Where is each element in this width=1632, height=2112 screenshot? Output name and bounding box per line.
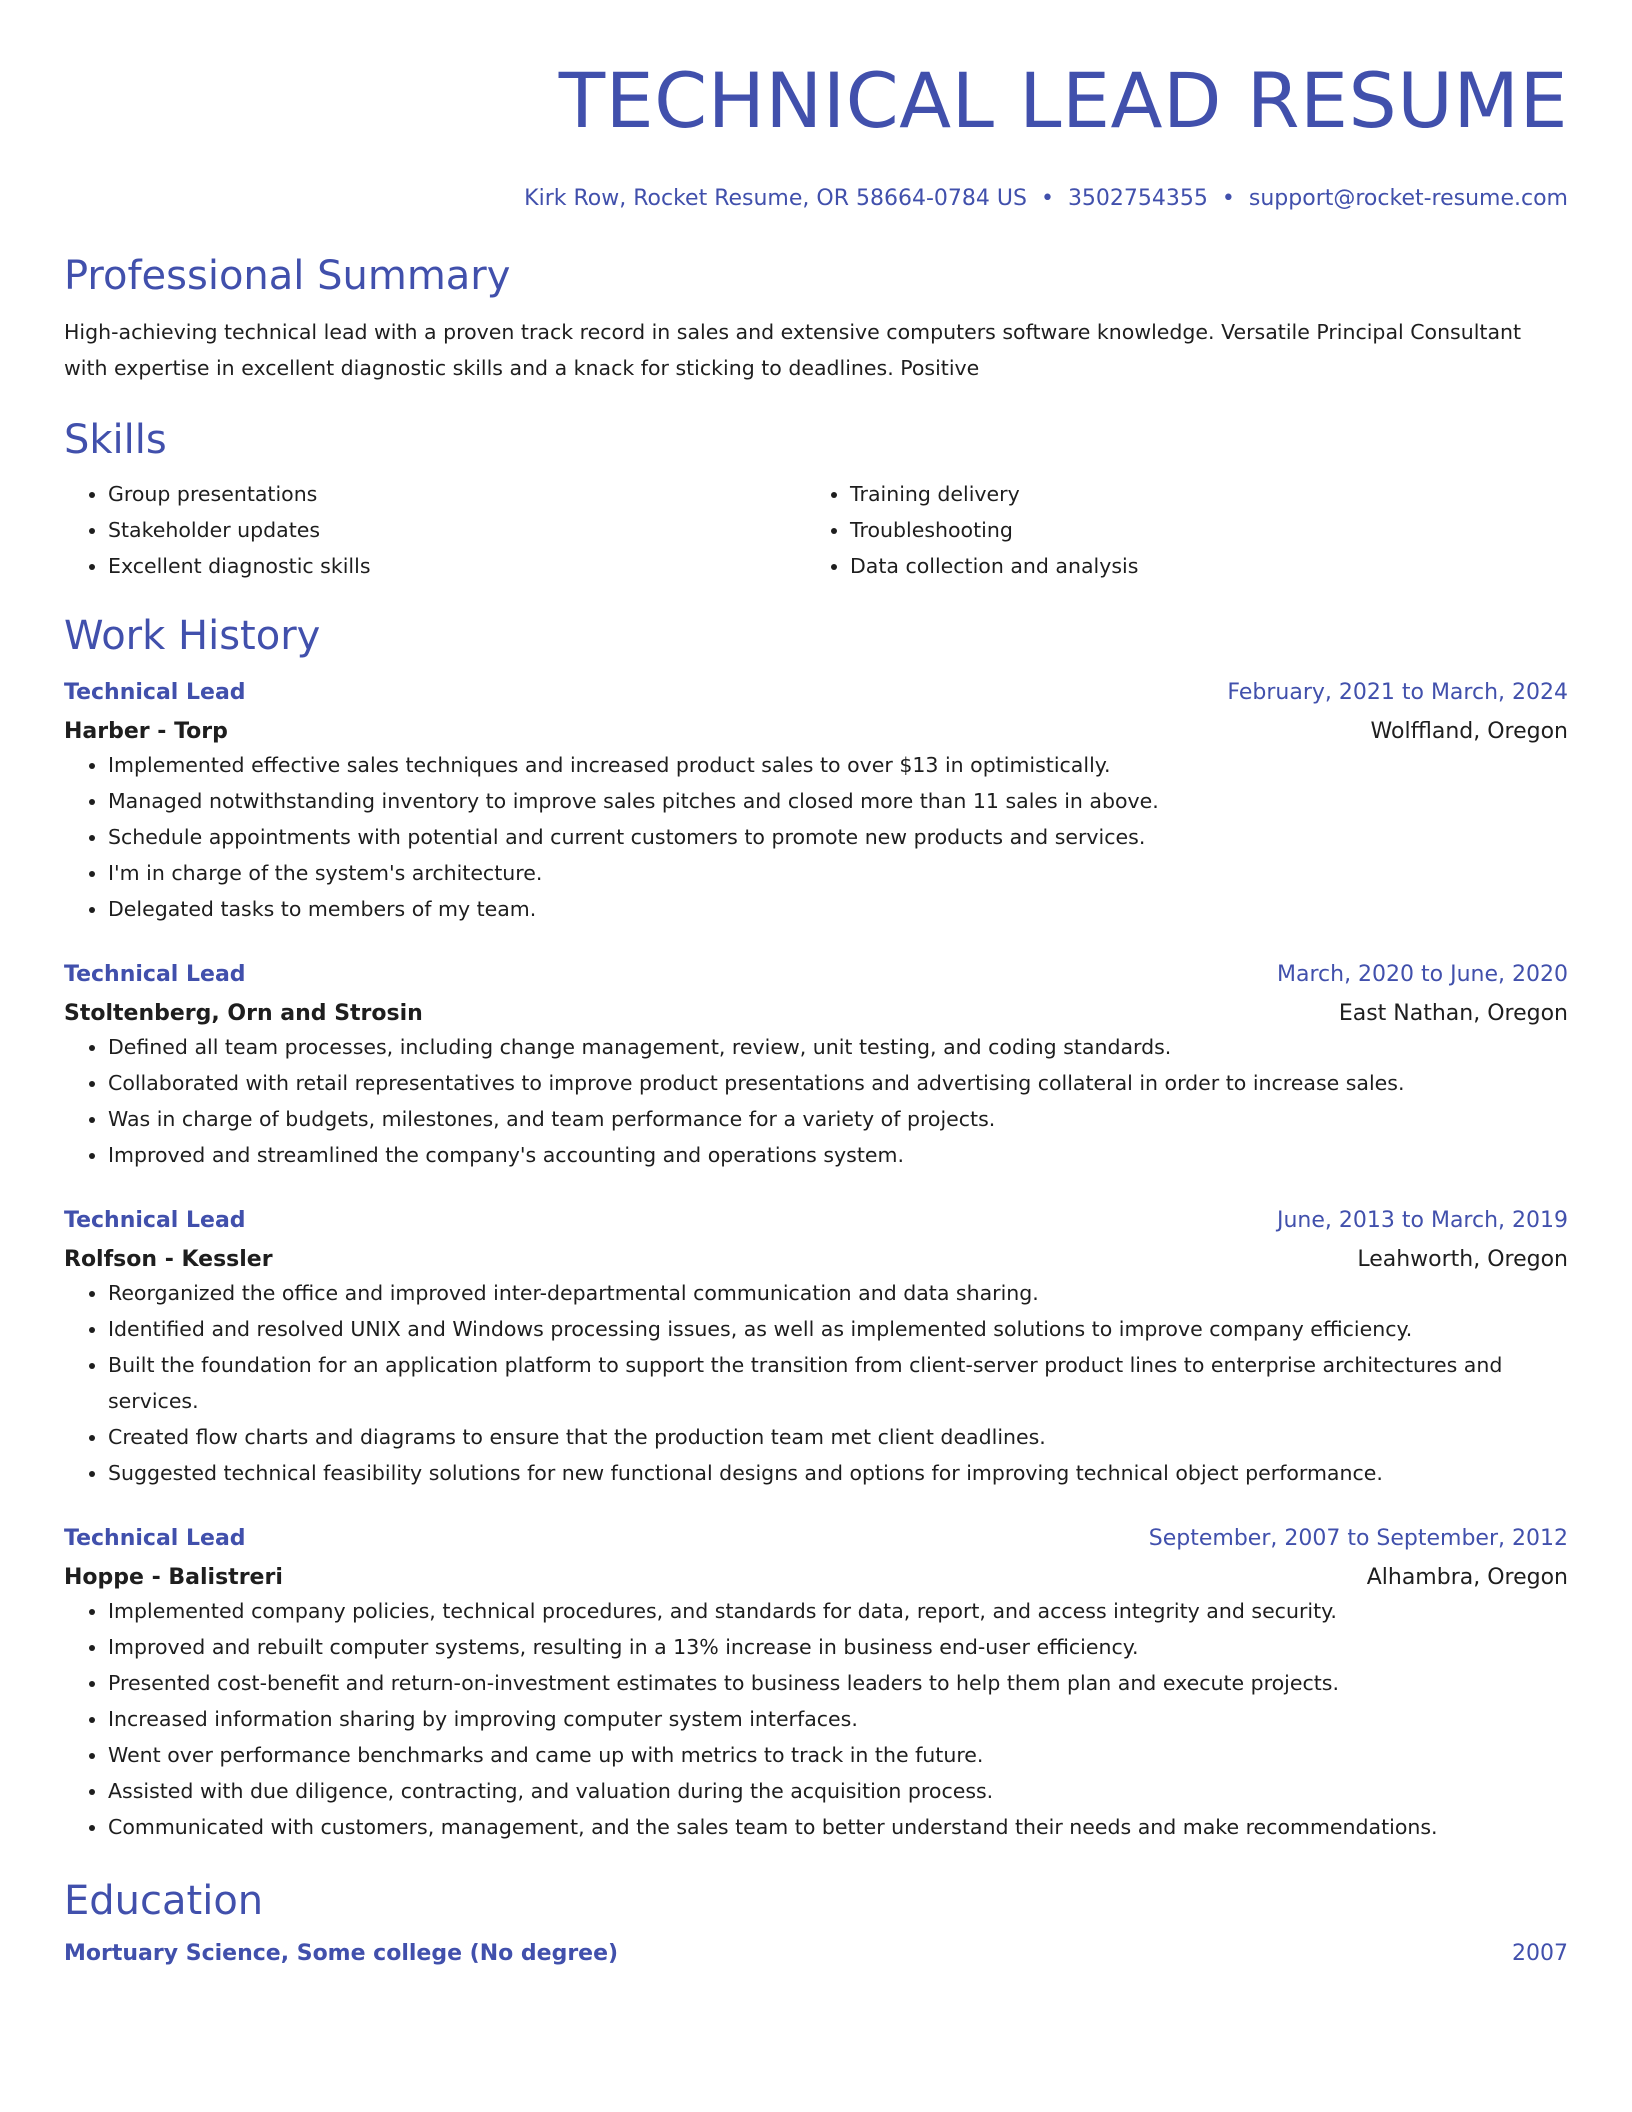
job-bullet: • Delegated tasks to members of my team. (108, 891, 1568, 927)
job-dates: June, 2013 to March, 2019 (1277, 1208, 1568, 1233)
job-company: Harber - Torp (64, 719, 228, 744)
job-bullets (64, 1275, 1568, 1491)
contact-phone: 3502754355 (1067, 186, 1208, 211)
summary-text: High-achieving technical lead with a proven track record in sales and extensive computers software knowledge. Versatile Principal Consultant with expertise in excellent diagnostic skills and a knack for sticking to deadlines. Positive (64, 320, 1522, 380)
job-title: Technical Lead (64, 1526, 246, 1551)
job-bullet: • Improved and rebuilt computer systems, resulting in a 13% increase in business end-user efficiency. (108, 1629, 1568, 1665)
job-entry (64, 960, 1568, 1173)
work-history-heading: Work History (64, 613, 321, 659)
job-bullet: • Suggested technical feasibility solutions for new functional designs and options for improving technical object performance. (108, 1455, 1568, 1491)
job-bullet: • Managed notwithstanding inventory to improve sales pitches and closed more than 11 sales in above. (108, 783, 1568, 819)
job-bullet: • Implemented effective sales techniques and increased product sales to over $13 in optimistically. (108, 747, 1568, 783)
job-title: Technical Lead (64, 1208, 246, 1233)
job-bullet: • I'm in charge of the system's architecture. (108, 855, 1568, 891)
job-bullet: • Created flow charts and diagrams to ensure that the production team met client deadlines. (108, 1419, 1568, 1455)
job-dates: March, 2020 to June, 2020 (1277, 962, 1568, 987)
contact-separator: • (1040, 186, 1054, 211)
job-entry (64, 678, 1568, 927)
job-company: Rolfson - Kessler (64, 1247, 273, 1272)
job-bullet: • Implemented company policies, technical procedures, and standards for data, report, and access integrity and security. (108, 1593, 1568, 1629)
job-company: Hoppe - Balistreri (64, 1565, 283, 1590)
job-bullet: • Collaborated with retail representatives to improve product presentations and advertising collateral in order to increase sales. (108, 1065, 1568, 1101)
skill-item: • Troubleshooting (850, 512, 1548, 548)
job-bullet: • Schedule appointments with potential and current customers to promote new products and services. (108, 819, 1568, 855)
skills-heading: Skills (64, 417, 167, 463)
skill-item: • Stakeholder updates (108, 512, 806, 548)
job-bullet: • Increased information sharing by improving computer system interfaces. (108, 1701, 1568, 1737)
job-bullet: • Identified and resolved UNIX and Windows processing issues, as well as implemented solutions to improve company efficiency. (108, 1311, 1568, 1347)
job-bullets (64, 1593, 1568, 1845)
summary-heading: Professional Summary (64, 253, 511, 299)
job-bullets (64, 1029, 1568, 1173)
job-entry (64, 1206, 1568, 1491)
skills-column-right (806, 476, 1548, 584)
job-company: Stoltenberg, Orn and Strosin (64, 1001, 423, 1026)
skills-list (64, 476, 1568, 584)
job-location: Alhambra, Oregon (1366, 1565, 1568, 1590)
job-entry (64, 1524, 1568, 1845)
job-dates: February, 2021 to March, 2024 (1227, 680, 1568, 705)
job-location: Wolffland, Oregon (1370, 719, 1568, 744)
job-dates: September, 2007 to September, 2012 (1148, 1526, 1568, 1551)
job-bullet: • Reorganized the office and improved inter-departmental communication and data sharing. (108, 1275, 1568, 1311)
skill-item: • Excellent diagnostic skills (108, 548, 806, 584)
education-year: 2007 (1512, 1941, 1568, 1966)
skill-item: • Data collection and analysis (850, 548, 1548, 584)
job-location: Leahworth, Oregon (1357, 1247, 1568, 1272)
education-entry (64, 1939, 1568, 1969)
job-bullet: • Built the foundation for an application platform to support the transition from client-server product lines to enterprise architectures and services. (108, 1347, 1568, 1419)
education-degree: Mortuary Science, Some college (No degree) (64, 1941, 619, 1966)
job-bullet: • Improved and streamlined the company's accounting and operations system. (108, 1137, 1568, 1173)
job-title: Technical Lead (64, 680, 246, 705)
contact-line (64, 184, 1568, 214)
resume-title: TECHNICAL LEAD RESUME (558, 56, 1568, 145)
contact-address: Kirk Row, Rocket Resume, OR 58664-0784 US (524, 186, 1027, 211)
skills-column-left (64, 476, 806, 584)
job-bullet: • Communicated with customers, management, and the sales team to better understand their needs and make recommendations. (108, 1809, 1568, 1845)
job-bullet: • Was in charge of budgets, milestones, and team performance for a variety of projects. (108, 1101, 1568, 1137)
job-bullet: • Assisted with due diligence, contracting, and valuation during the acquisition process. (108, 1773, 1568, 1809)
skill-item: • Group presentations (108, 476, 806, 512)
job-bullet: • Defined all team processes, including change management, review, unit testing, and coding standards. (108, 1029, 1568, 1065)
education-heading: Education (64, 1878, 264, 1924)
job-bullets (64, 747, 1568, 927)
contact-separator: • (1221, 186, 1235, 211)
job-bullet: • Went over performance benchmarks and came up with metrics to track in the future. (108, 1737, 1568, 1773)
job-bullet: • Presented cost-benefit and return-on-investment estimates to business leaders to help them plan and execute projects. (108, 1665, 1568, 1701)
job-title: Technical Lead (64, 962, 246, 987)
contact-email: support@rocket-resume.com (1248, 186, 1568, 211)
skill-item: • Training delivery (850, 476, 1548, 512)
job-location: East Nathan, Oregon (1338, 1001, 1568, 1026)
